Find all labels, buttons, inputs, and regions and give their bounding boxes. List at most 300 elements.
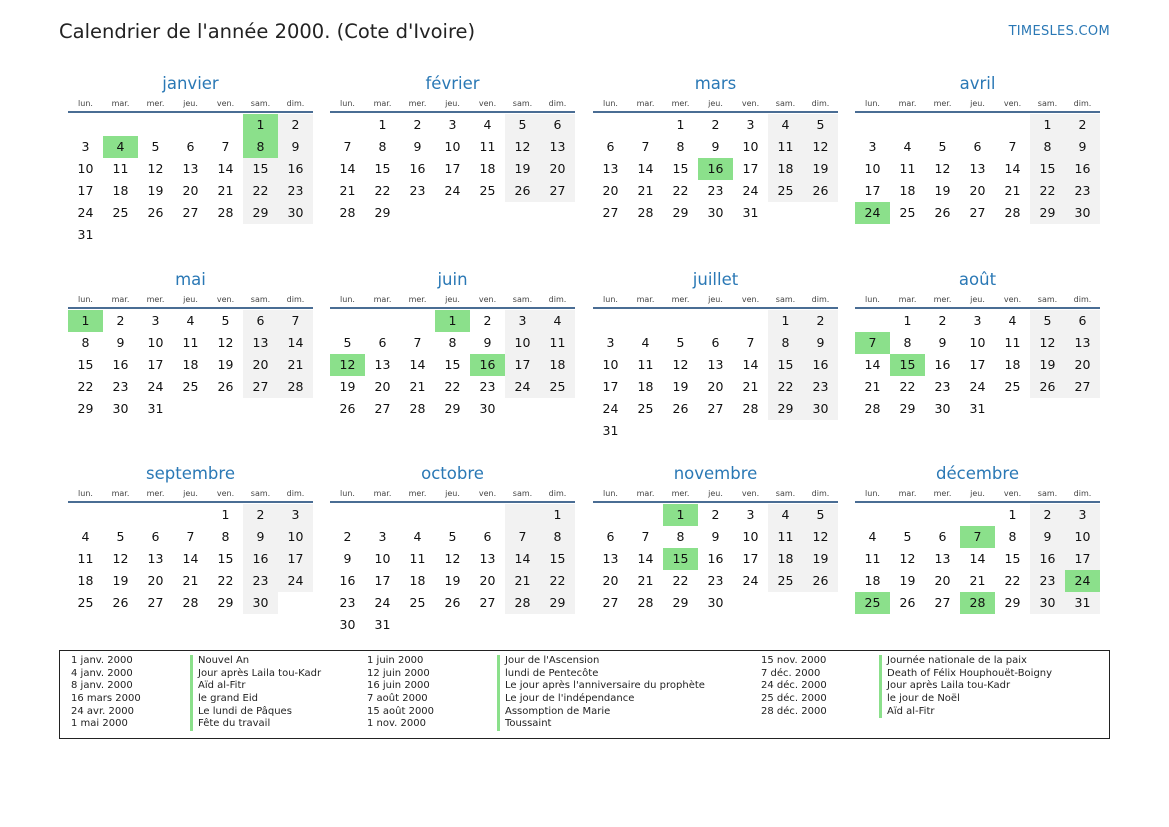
day-cell: 18 bbox=[479, 161, 496, 176]
legend-holiday-name: Le jour de l'indépendance bbox=[497, 693, 705, 706]
day-cell: 6 bbox=[483, 529, 492, 544]
day-cell: 22 bbox=[1004, 573, 1021, 588]
day-cell: 11 bbox=[1004, 335, 1021, 350]
day-cell: 6 bbox=[1065, 310, 1100, 332]
weekday-label: mar. bbox=[111, 488, 130, 498]
weekday-label: ven. bbox=[741, 294, 760, 304]
day-grid bbox=[855, 310, 1100, 420]
day-cell: 15 bbox=[672, 161, 689, 176]
day-cell: 21 bbox=[505, 570, 540, 592]
empty-cell bbox=[208, 114, 243, 136]
day-cell: 20 bbox=[540, 158, 575, 180]
day-cell: 31 bbox=[969, 401, 986, 416]
day-cell: 7 bbox=[1008, 139, 1017, 154]
day-cell: 16 bbox=[934, 357, 951, 372]
empty-cell bbox=[243, 224, 278, 246]
weekday-label: ven. bbox=[478, 98, 497, 108]
weekday-label: ven. bbox=[478, 294, 497, 304]
day-cell: 21 bbox=[969, 573, 986, 588]
empty-cell bbox=[400, 202, 435, 224]
day-cell: 17 bbox=[77, 183, 94, 198]
day-cell: 25 bbox=[479, 183, 496, 198]
day-cell: 19 bbox=[112, 573, 129, 588]
day-cell: 8 bbox=[81, 335, 90, 350]
day-cell: 15 bbox=[217, 551, 234, 566]
weekday-label: jeu. bbox=[445, 488, 460, 498]
day-cell: 5 bbox=[116, 529, 125, 544]
day-cell: 30 bbox=[278, 202, 313, 224]
day-cell: 27 bbox=[707, 401, 724, 416]
day-cell: 26 bbox=[672, 401, 689, 416]
legend-holiday-name: le jour de Noël bbox=[879, 693, 1052, 706]
empty-cell bbox=[1030, 398, 1065, 420]
weekday-label: mer. bbox=[408, 98, 427, 108]
legend-holiday-name: Nouvel An bbox=[190, 655, 321, 668]
month-1 bbox=[330, 73, 575, 224]
day-cell: 10 bbox=[278, 526, 313, 548]
weekday-label: ven. bbox=[741, 98, 760, 108]
legend-date: 7 déc. 2000 bbox=[761, 667, 821, 679]
day-cell: 5 bbox=[938, 139, 947, 154]
day-cell: 19 bbox=[899, 573, 916, 588]
holiday-day-cell: 12 bbox=[330, 354, 365, 376]
day-cell: 23 bbox=[803, 376, 838, 398]
weekday-label: mer. bbox=[933, 488, 952, 498]
empty-cell bbox=[628, 420, 663, 442]
day-cell: 5 bbox=[448, 529, 457, 544]
legend-date: 1 juin 2000 bbox=[367, 655, 424, 666]
day-cell: 9 bbox=[938, 335, 947, 350]
legend-holiday-name: le grand Eid bbox=[190, 693, 321, 706]
page-title: Calendrier de l'année 2000. (Cote d'Ivoire) bbox=[59, 20, 476, 43]
day-cell: 26 bbox=[1030, 376, 1065, 398]
weekday-label: mer. bbox=[671, 488, 690, 498]
day-cell: 3 bbox=[448, 117, 457, 132]
day-cell: 30 bbox=[479, 401, 496, 416]
day-cell: 16 bbox=[278, 158, 313, 180]
day-cell: 20 bbox=[602, 183, 619, 198]
day-cell: 30 bbox=[243, 592, 278, 614]
day-cell: 14 bbox=[864, 357, 881, 372]
day-cell: 12 bbox=[899, 551, 916, 566]
empty-cell bbox=[733, 420, 768, 442]
weekday-header bbox=[593, 291, 838, 309]
empty-cell bbox=[628, 114, 663, 136]
day-cell: 15 bbox=[1004, 551, 1021, 566]
day-cell: 9 bbox=[1065, 136, 1100, 158]
day-cell: 1 bbox=[768, 310, 803, 332]
day-cell: 11 bbox=[637, 357, 654, 372]
empty-cell bbox=[330, 114, 365, 136]
day-cell: 26 bbox=[803, 180, 838, 202]
day-cell: 14 bbox=[278, 332, 313, 354]
day-cell: 21 bbox=[409, 379, 426, 394]
day-cell: 2 bbox=[938, 313, 947, 328]
weekday-label: ven. bbox=[216, 488, 235, 498]
holiday-day-cell: 16 bbox=[698, 158, 733, 180]
empty-cell bbox=[505, 398, 540, 420]
holiday-day-cell: 24 bbox=[855, 202, 890, 224]
weekday-label: sam. bbox=[775, 488, 796, 498]
day-cell: 14 bbox=[742, 357, 759, 372]
empty-cell bbox=[330, 310, 365, 332]
weekday-header bbox=[68, 485, 313, 503]
weekday-label: ven. bbox=[1003, 488, 1022, 498]
day-cell: 15 bbox=[768, 354, 803, 376]
day-cell: 4 bbox=[81, 529, 90, 544]
day-cell: 31 bbox=[1065, 592, 1100, 614]
day-cell: 5 bbox=[343, 335, 352, 350]
day-cell: 29 bbox=[77, 401, 94, 416]
day-cell: 17 bbox=[742, 161, 759, 176]
day-cell: 19 bbox=[1030, 354, 1065, 376]
day-cell: 21 bbox=[637, 183, 654, 198]
weekday-header bbox=[68, 95, 313, 113]
empty-cell bbox=[540, 202, 575, 224]
day-cell: 20 bbox=[182, 183, 199, 198]
day-cell: 5 bbox=[803, 504, 838, 526]
empty-cell bbox=[768, 592, 803, 614]
weekday-label: dim. bbox=[286, 294, 305, 304]
holiday-day-cell: 16 bbox=[470, 354, 505, 376]
day-cell: 20 bbox=[479, 573, 496, 588]
empty-cell bbox=[995, 114, 1030, 136]
day-cell: 13 bbox=[602, 551, 619, 566]
day-grid bbox=[330, 310, 575, 420]
day-cell: 25 bbox=[1004, 379, 1021, 394]
legend-names-col-3 bbox=[879, 655, 1052, 718]
legend-date: 15 nov. 2000 bbox=[761, 655, 827, 666]
weekday-header bbox=[330, 291, 575, 309]
day-cell: 10 bbox=[505, 332, 540, 354]
day-cell: 4 bbox=[641, 335, 650, 350]
empty-cell bbox=[803, 420, 838, 442]
empty-cell bbox=[435, 202, 470, 224]
day-cell: 5 bbox=[676, 335, 685, 350]
day-cell: 26 bbox=[803, 570, 838, 592]
day-grid bbox=[855, 504, 1100, 614]
day-cell: 14 bbox=[339, 161, 356, 176]
weekday-label: mer. bbox=[408, 294, 427, 304]
weekday-label: lun. bbox=[340, 488, 355, 498]
day-cell: 23 bbox=[243, 570, 278, 592]
empty-cell bbox=[698, 420, 733, 442]
weekday-label: mer. bbox=[671, 294, 690, 304]
day-cell: 13 bbox=[707, 357, 724, 372]
empty-cell bbox=[173, 224, 208, 246]
day-cell: 27 bbox=[540, 180, 575, 202]
weekday-header bbox=[330, 95, 575, 113]
day-cell: 9 bbox=[1030, 526, 1065, 548]
day-cell: 15 bbox=[243, 158, 278, 180]
day-cell: 10 bbox=[444, 139, 461, 154]
weekday-label: ven. bbox=[741, 488, 760, 498]
day-cell: 3 bbox=[746, 507, 755, 522]
day-cell: 24 bbox=[147, 379, 164, 394]
month-8 bbox=[68, 463, 313, 614]
day-cell: 16 bbox=[1065, 158, 1100, 180]
day-cell: 8 bbox=[221, 529, 230, 544]
empty-cell bbox=[505, 614, 540, 636]
day-cell: 17 bbox=[864, 183, 881, 198]
weekday-label: mer. bbox=[933, 98, 952, 108]
day-cell: 11 bbox=[479, 139, 496, 154]
day-cell: 1 bbox=[221, 507, 230, 522]
empty-cell bbox=[803, 202, 838, 224]
day-cell: 8 bbox=[540, 526, 575, 548]
day-cell: 28 bbox=[217, 205, 234, 220]
day-cell: 4 bbox=[768, 504, 803, 526]
day-cell: 24 bbox=[444, 183, 461, 198]
empty-cell bbox=[698, 310, 733, 332]
site-link[interactable]: TIMESLES.COM bbox=[1008, 24, 1110, 39]
day-cell: 26 bbox=[934, 205, 951, 220]
weekday-label: ven. bbox=[216, 98, 235, 108]
day-cell: 20 bbox=[707, 379, 724, 394]
weekday-label: dim. bbox=[811, 488, 830, 498]
legend-date: 7 août 2000 bbox=[367, 693, 428, 705]
day-cell: 10 bbox=[374, 551, 391, 566]
day-cell: 4 bbox=[186, 313, 195, 328]
day-cell: 26 bbox=[339, 401, 356, 416]
empty-cell bbox=[540, 398, 575, 420]
empty-cell bbox=[593, 310, 628, 332]
day-cell: 21 bbox=[1004, 183, 1021, 198]
day-cell: 8 bbox=[448, 335, 457, 350]
legend-holiday-name: Fête du travail bbox=[190, 718, 321, 731]
day-cell: 25 bbox=[899, 205, 916, 220]
day-cell: 28 bbox=[505, 592, 540, 614]
day-cell: 6 bbox=[186, 139, 195, 154]
day-cell: 9 bbox=[278, 136, 313, 158]
weekday-label: mer. bbox=[146, 488, 165, 498]
empty-cell bbox=[733, 310, 768, 332]
empty-cell bbox=[208, 224, 243, 246]
day-cell: 3 bbox=[278, 504, 313, 526]
day-cell: 6 bbox=[711, 335, 720, 350]
weekday-label: lun. bbox=[865, 294, 880, 304]
day-cell: 18 bbox=[540, 354, 575, 376]
day-cell: 30 bbox=[339, 617, 356, 632]
day-cell: 6 bbox=[540, 114, 575, 136]
day-cell: 27 bbox=[969, 205, 986, 220]
day-cell: 20 bbox=[243, 354, 278, 376]
month-3 bbox=[855, 73, 1100, 224]
empty-cell bbox=[435, 614, 470, 636]
weekday-label: mar. bbox=[373, 488, 392, 498]
day-cell: 22 bbox=[768, 376, 803, 398]
empty-cell bbox=[278, 224, 313, 246]
day-cell: 6 bbox=[938, 529, 947, 544]
weekday-label: lun. bbox=[78, 488, 93, 498]
day-cell: 3 bbox=[81, 139, 90, 154]
legend-date: 4 janv. 2000 bbox=[71, 667, 133, 679]
weekday-label: mar. bbox=[373, 98, 392, 108]
day-cell: 9 bbox=[243, 526, 278, 548]
day-cell: 7 bbox=[278, 310, 313, 332]
day-grid bbox=[593, 114, 838, 224]
weekday-label: mer. bbox=[933, 294, 952, 304]
day-cell: 19 bbox=[339, 379, 356, 394]
day-cell: 16 bbox=[243, 548, 278, 570]
day-cell: 18 bbox=[77, 573, 94, 588]
day-cell: 17 bbox=[969, 357, 986, 372]
weekday-label: dim. bbox=[548, 98, 567, 108]
empty-cell bbox=[663, 310, 698, 332]
day-cell: 2 bbox=[343, 529, 352, 544]
empty-cell bbox=[470, 202, 505, 224]
day-cell: 17 bbox=[147, 357, 164, 372]
day-cell: 13 bbox=[969, 161, 986, 176]
legend-names-col-2 bbox=[497, 655, 705, 731]
weekday-label: sam. bbox=[250, 98, 271, 108]
day-cell: 27 bbox=[374, 401, 391, 416]
holiday-legend bbox=[59, 650, 1110, 739]
weekday-label: mar. bbox=[898, 294, 917, 304]
day-cell: 25 bbox=[182, 379, 199, 394]
day-cell: 18 bbox=[1004, 357, 1021, 372]
day-cell: 19 bbox=[505, 158, 540, 180]
legend-holiday-name: Jour après Laila tou-Kadr bbox=[190, 668, 321, 681]
day-cell: 30 bbox=[1065, 202, 1100, 224]
empty-cell bbox=[768, 420, 803, 442]
day-cell: 2 bbox=[711, 117, 720, 132]
day-cell: 21 bbox=[339, 183, 356, 198]
weekday-label: mar. bbox=[898, 98, 917, 108]
day-cell: 30 bbox=[707, 595, 724, 610]
legend-dates-col-1 bbox=[71, 655, 141, 731]
day-cell: 23 bbox=[339, 595, 356, 610]
weekday-label: sam. bbox=[1037, 98, 1058, 108]
empty-cell bbox=[628, 504, 663, 526]
day-cell: 30 bbox=[707, 205, 724, 220]
legend-holiday-name: Assomption de Marie bbox=[497, 706, 705, 719]
weekday-header bbox=[855, 95, 1100, 113]
day-cell: 29 bbox=[374, 205, 391, 220]
day-cell: 9 bbox=[483, 335, 492, 350]
empty-cell bbox=[103, 504, 138, 526]
weekday-label: jeu. bbox=[183, 294, 198, 304]
day-cell: 6 bbox=[606, 139, 615, 154]
day-cell: 13 bbox=[479, 551, 496, 566]
empty-cell bbox=[173, 114, 208, 136]
day-cell: 28 bbox=[742, 401, 759, 416]
weekday-header bbox=[593, 95, 838, 113]
empty-cell bbox=[505, 202, 540, 224]
weekday-label: lun. bbox=[340, 98, 355, 108]
day-cell: 6 bbox=[606, 529, 615, 544]
day-cell: 28 bbox=[339, 205, 356, 220]
empty-cell bbox=[628, 310, 663, 332]
empty-cell bbox=[330, 504, 365, 526]
day-cell: 28 bbox=[409, 401, 426, 416]
day-cell: 4 bbox=[868, 529, 877, 544]
month-6 bbox=[593, 269, 838, 442]
empty-cell bbox=[365, 504, 400, 526]
day-cell: 7 bbox=[746, 335, 755, 350]
day-cell: 9 bbox=[116, 335, 125, 350]
day-cell: 8 bbox=[768, 332, 803, 354]
empty-cell bbox=[278, 592, 313, 614]
day-cell: 14 bbox=[1004, 161, 1021, 176]
empty-cell bbox=[470, 504, 505, 526]
day-cell: 23 bbox=[409, 183, 426, 198]
day-cell: 19 bbox=[672, 379, 689, 394]
day-cell: 9 bbox=[413, 139, 422, 154]
legend-date: 16 juin 2000 bbox=[367, 680, 430, 692]
day-cell: 3 bbox=[1065, 504, 1100, 526]
month-title: septembre bbox=[146, 464, 235, 483]
day-cell: 21 bbox=[278, 354, 313, 376]
day-cell: 27 bbox=[479, 595, 496, 610]
day-cell: 8 bbox=[378, 139, 387, 154]
weekday-label: mar. bbox=[636, 294, 655, 304]
day-cell: 3 bbox=[973, 313, 982, 328]
day-cell: 15 bbox=[444, 357, 461, 372]
legend-date: 16 mars 2000 bbox=[71, 693, 141, 705]
legend-holiday-name: Jour de l'Ascension bbox=[497, 655, 705, 668]
day-cell: 15 bbox=[1030, 158, 1065, 180]
day-cell: 2 bbox=[413, 117, 422, 132]
weekday-label: mer. bbox=[146, 98, 165, 108]
day-cell: 19 bbox=[934, 183, 951, 198]
empty-cell bbox=[400, 614, 435, 636]
weekday-label: sam. bbox=[512, 488, 533, 498]
day-cell: 25 bbox=[409, 595, 426, 610]
day-cell: 18 bbox=[182, 357, 199, 372]
empty-cell bbox=[960, 114, 995, 136]
day-cell: 11 bbox=[112, 161, 129, 176]
day-cell: 23 bbox=[707, 573, 724, 588]
empty-cell bbox=[803, 592, 838, 614]
legend-holiday-name: Death of Félix Houphouët-Boigny bbox=[879, 668, 1052, 681]
holiday-day-cell: 8 bbox=[243, 136, 278, 158]
day-cell: 19 bbox=[147, 183, 164, 198]
day-cell: 31 bbox=[77, 227, 94, 242]
weekday-label: jeu. bbox=[970, 488, 985, 498]
day-cell: 8 bbox=[1008, 529, 1017, 544]
day-cell: 1 bbox=[676, 117, 685, 132]
day-cell: 3 bbox=[378, 529, 387, 544]
day-cell: 9 bbox=[803, 332, 838, 354]
holiday-day-cell: 25 bbox=[855, 592, 890, 614]
holiday-day-cell: 7 bbox=[960, 526, 995, 548]
day-cell: 11 bbox=[768, 526, 803, 548]
day-cell: 27 bbox=[147, 595, 164, 610]
day-cell: 17 bbox=[505, 354, 540, 376]
day-cell: 18 bbox=[768, 158, 803, 180]
day-cell: 27 bbox=[1065, 376, 1100, 398]
day-cell: 26 bbox=[505, 180, 540, 202]
weekday-label: sam. bbox=[775, 98, 796, 108]
day-cell: 8 bbox=[903, 335, 912, 350]
day-cell: 9 bbox=[343, 551, 352, 566]
legend-holiday-name: Le lundi de Pâques bbox=[190, 706, 321, 719]
day-cell: 28 bbox=[637, 205, 654, 220]
day-cell: 27 bbox=[602, 595, 619, 610]
day-cell: 12 bbox=[147, 161, 164, 176]
day-cell: 28 bbox=[864, 401, 881, 416]
weekday-header bbox=[593, 485, 838, 503]
day-cell: 2 bbox=[803, 310, 838, 332]
empty-cell bbox=[138, 224, 173, 246]
day-cell: 11 bbox=[768, 136, 803, 158]
day-cell: 14 bbox=[969, 551, 986, 566]
empty-cell bbox=[138, 114, 173, 136]
empty-cell bbox=[208, 398, 243, 420]
weekday-label: sam. bbox=[250, 294, 271, 304]
day-cell: 14 bbox=[505, 548, 540, 570]
